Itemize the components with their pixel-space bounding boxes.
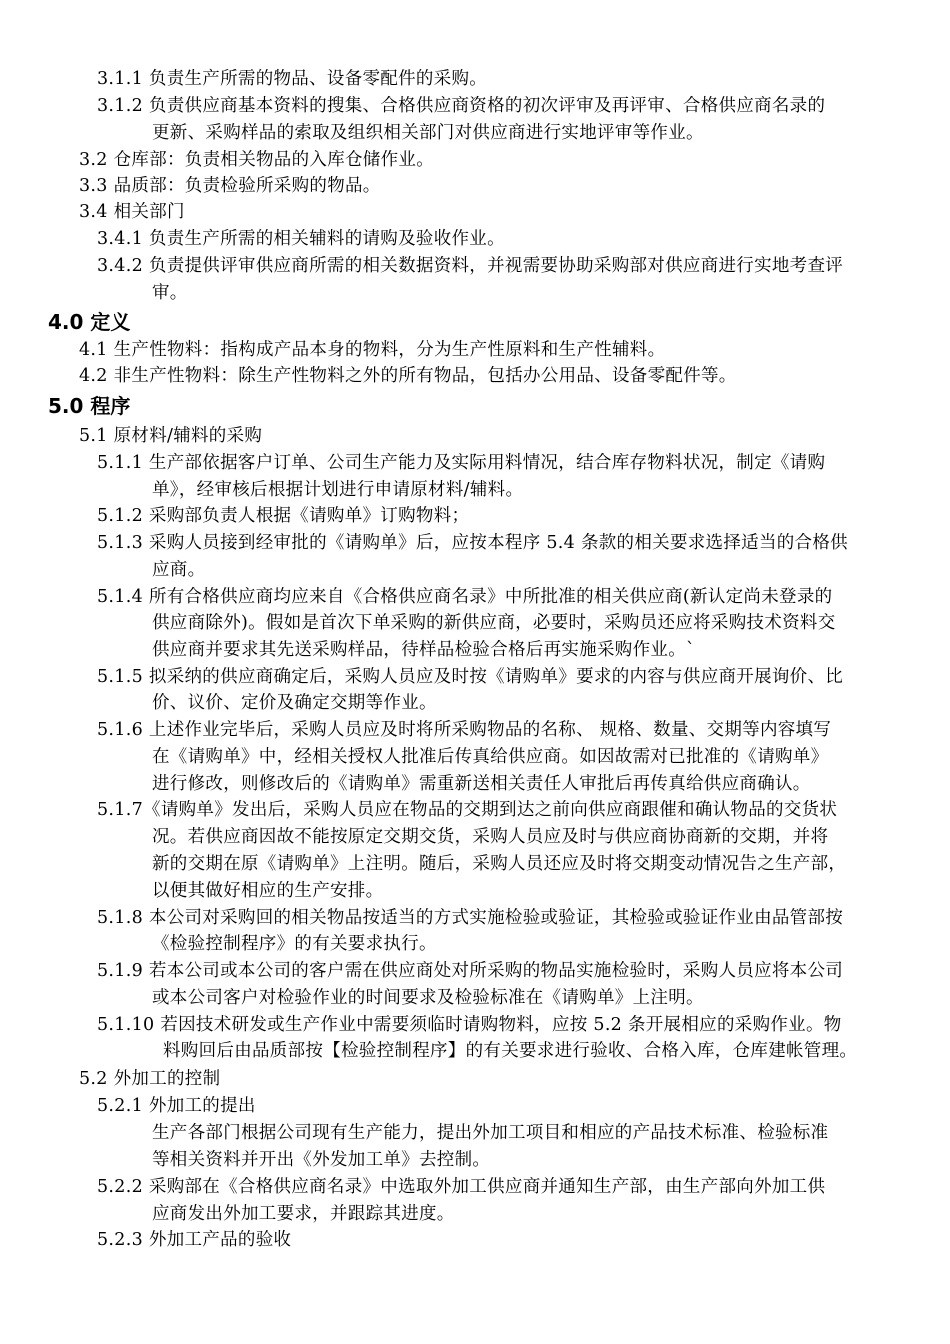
text-line: 3.1.1 负责生产所需的物品、设备零配件的采购。 [97, 69, 488, 89]
text-line: 3.3 品质部：负责检验所采购的物品。 [79, 176, 381, 196]
section-heading: 4.0 定义 [48, 310, 131, 334]
text-line: 应商。 [152, 560, 206, 580]
text-line: 5.2.2 采购部在《合格供应商名录》中选取外加工供应商并通知生产部，由生产部向外加工供 [97, 1177, 826, 1197]
text-line: 供应商除外)。假如是首次下单采购的新供应商，必要时，采购员还应将采购技术资料交 [152, 613, 836, 633]
text-line: 料购回后由品质部按【检验控制程序】的有关要求进行验收、合格入库，仓库建帐管理。 [163, 1041, 858, 1061]
text-line: 《检验控制程序》的有关要求执行。 [152, 934, 437, 954]
text-line: 3.4.2 负责提供评审供应商所需的相关数据资料，并视需要协助采购部对供应商进行实地考查评 [97, 256, 844, 276]
text-line: 4.1 生产性物料：指构成产品本身的物料，分为生产性原料和生产性辅料。 [79, 340, 666, 360]
text-line: 4.2 非生产性物料：除生产性物料之外的所有物品，包括办公用品、设备零配件等。 [79, 366, 737, 386]
text-line: 5.1.10 若因技术研发或生产作业中需要须临时请购物料，应按 5.2 条开展相应的采购作业。物 [97, 1015, 842, 1035]
text-line: 新的交期在原《请购单》上注明。随后，采购人员还应及时将交期变动情况告之生产部， [152, 854, 847, 874]
text-line: 供应商并要求其先送采购样品，待样品检验合格后再实施采购作业。` [152, 640, 696, 660]
text-line: 5.1.9 若本公司或本公司的客户需在供应商处对所采购的物品实施检验时，采购人员应将本公司 [97, 961, 844, 981]
text-line: 3.4.1 负责生产所需的相关辅料的请购及验收作业。 [97, 229, 505, 249]
text-line: 或本公司客户对检验作业的时间要求及检验标准在《请购单》上注明。 [152, 988, 704, 1008]
text-line: 价、议价、定价及确定交期等作业。 [152, 693, 437, 713]
text-line: 以便其做好相应的生产安排。 [152, 881, 384, 901]
text-line: 5.1.2 采购部负责人根据《请购单》订购物料； [97, 506, 470, 526]
text-line: 5.1.8 本公司对采购回的相关物品按适当的方式实施检验或验证，其检验或验证作业由品管部按 [97, 908, 844, 928]
section-heading: 5.0 程序 [48, 394, 131, 418]
text-line: 3.1.2 负责供应商基本资料的搜集、合格供应商资格的初次评审及再评审、合格供应商名录的 [97, 96, 826, 116]
text-line: 5.1.3 采购人员接到经审批的《请购单》后，应按本程序 5.4 条款的相关要求选择适当的合格供 [97, 533, 848, 553]
text-line: 5.1 原材料/辅料的采购 [79, 426, 263, 446]
text-line: 5.1.6 上述作业完毕后，采购人员应及时将所采购物品的名称、 规格、数量、交期等内容填写 [97, 720, 832, 740]
text-line: 3.2 仓库部：负责相关物品的入库仓储作业。 [79, 150, 434, 170]
text-line: 5.1.7《请购单》发出后，采购人员应在物品的交期到达之前向供应商跟催和确认物品的交货状 [97, 800, 838, 820]
text-line: 5.2.3 外加工产品的验收 [97, 1230, 292, 1250]
text-line: 5.1.5 拟采纳的供应商确定后，采购人员应及时按《请购单》要求的内容与供应商开展询价、比 [97, 667, 844, 687]
text-line: 单》，经审核后根据计划进行申请原材料/辅料。 [152, 480, 524, 500]
text-line: 审。 [152, 283, 188, 303]
text-line: 在《请购单》中，经相关授权人批准后传真给供应商。如因故需对已批准的《请购单》 [152, 747, 829, 767]
text-line: 5.2.1 外加工的提出 [97, 1096, 256, 1116]
text-line: 等相关资料并开出《外发加工单》去控制。 [152, 1150, 491, 1170]
text-line: 5.1.1 生产部依据客户订单、公司生产能力及实际用料情况，结合库存物料状况，制定《请购 [97, 453, 826, 473]
text-line: 5.2 外加工的控制 [79, 1069, 221, 1089]
text-line: 3.4 相关部门 [79, 202, 185, 222]
text-line: 进行修改，则修改后的《请购单》需重新送相关责任人审批后再传真给供应商确认。 [152, 774, 811, 794]
text-line: 应商发出外加工要求，并跟踪其进度。 [152, 1204, 455, 1224]
text-line: 更新、采购样品的索取及组织相关部门对供应商进行实地评审等作业。 [152, 123, 704, 143]
text-line: 况。若供应商因故不能按原定交期交货，采购人员应及时与供应商协商新的交期，并将 [152, 827, 829, 847]
text-line: 生产各部门根据公司现有生产能力，提出外加工项目和相应的产品技术标准、检验标准 [152, 1123, 829, 1143]
text-line: 5.1.4 所有合格供应商均应来自《合格供应商名录》中所批准的相关供应商(新认定尚未登录的 [97, 587, 833, 607]
